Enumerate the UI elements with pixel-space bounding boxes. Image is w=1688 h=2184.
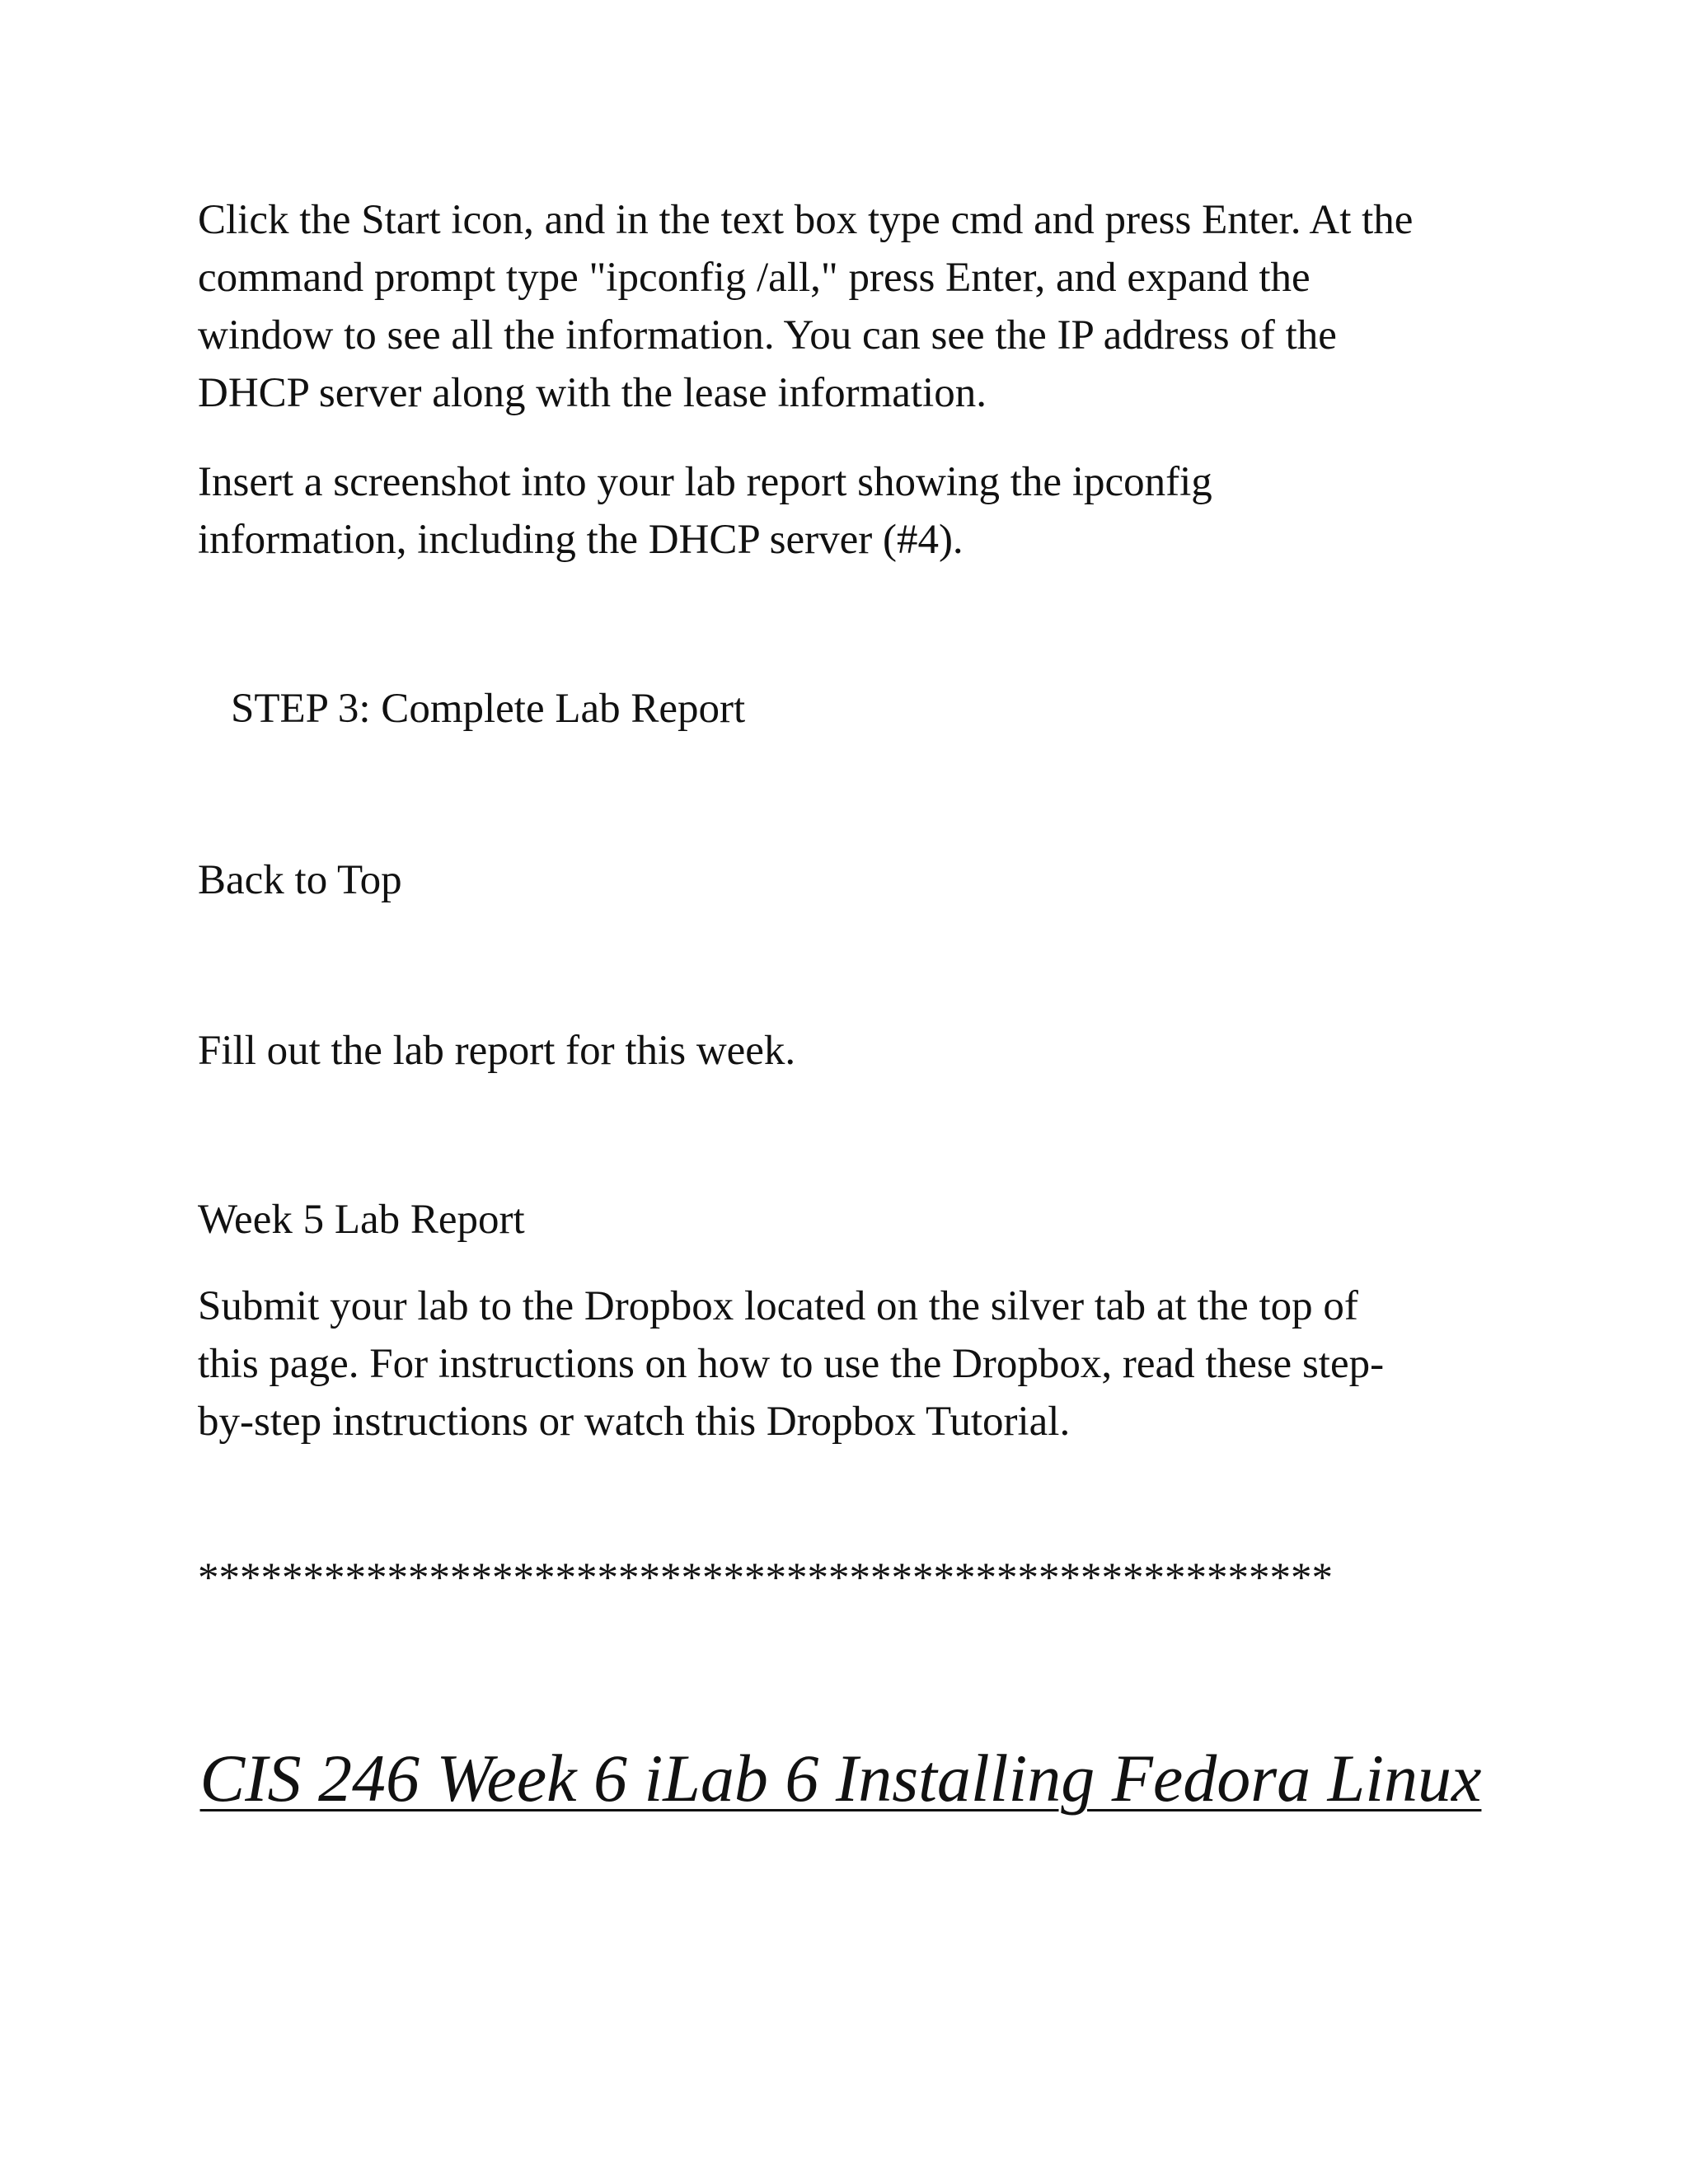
submit-instructions-paragraph [198, 1277, 1484, 1451]
ipconfig-instructions-paragraph [198, 191, 1484, 422]
paragraph-line: Submit your lab to the Dropbox located on the silver tab at the top of [198, 1283, 1358, 1329]
paragraph-line: command prompt type "ipconfig /all," press Enter, and expand the [198, 255, 1311, 301]
asterisk-separator: ****************************************************** [198, 1555, 1333, 1601]
paragraph-line: this page. For instructions on how to use the Dropbox, read these step- [198, 1341, 1385, 1387]
document-title-link[interactable]: CIS 246 Week 6 iLab 6 Installing Fedora Linux [199, 1741, 1482, 1816]
paragraph-line: window to see all the information. You can see the IP address of the [198, 312, 1337, 359]
paragraph-line: Click the Start icon, and in the text box type cmd and press Enter. At the [198, 197, 1414, 243]
paragraph-line: Insert a screenshot into your lab report showing the ipconfig [198, 459, 1212, 505]
week5-lab-report-link[interactable]: Week 5 Lab Report [198, 1197, 525, 1243]
step3-heading: STEP 3: Complete Lab Report [231, 686, 746, 732]
paragraph-line: DHCP server along with the lease information. [198, 370, 987, 416]
paragraph-line: by-step instructions or watch this Dropbox Tutorial. [198, 1399, 1071, 1445]
paragraph-line: information, including the DHCP server (#4). [198, 517, 964, 563]
fill-out-instruction: Fill out the lab report for this week. [198, 1028, 796, 1074]
screenshot-instructions-paragraph [198, 453, 1484, 569]
back-to-top-link[interactable]: Back to Top [198, 857, 402, 903]
